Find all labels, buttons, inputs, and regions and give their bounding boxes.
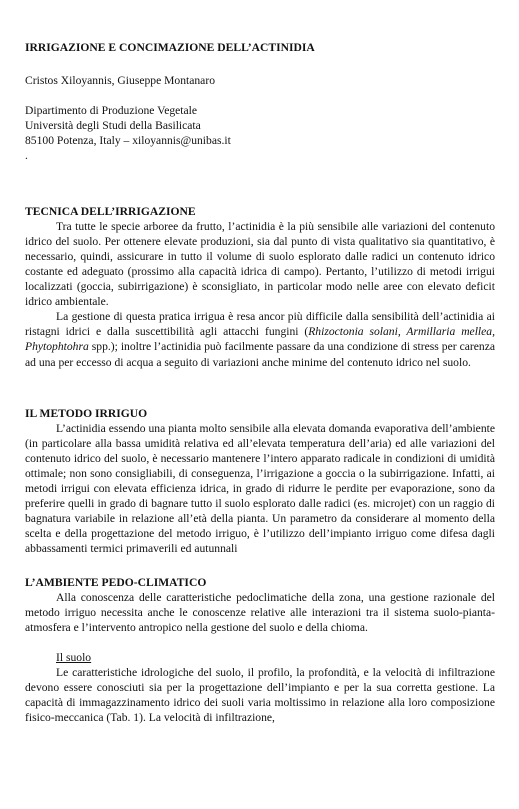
affiliation-block [25,103,495,163]
paragraph: Tra tutte le specie arboree da frutto, l’actinidia è la più sensibile alle variazioni del contenuto idrico del suolo. Per ottenere elevate produzioni, sia dal punto di vista qualitativo sia quantitativo, è necessario, quindi, assicurare in tutto il volume di suolo esplorato dalle radici un contenuto idrico costante ed adeguato (prossimo alla capacità idrica di campo). Pertanto, l’utilizzo di metodi irrigui localizzati (goccia, subirrigazione) è sconsigliato, in particolar modo nelle aree con elevato deficit idrico ambientale. [25,219,495,309]
paragraph: L’actinidia essendo una pianta molto sensibile alla elevata domanda evaporativa dell’ambiente (in particolare alla bassa umidità relativa ed all’elevata temperatura dell’aria) ed alle variazioni del contenuto idrico del suolo, è necessario mantenere l’intero apparato radicale in condizioni di umidità ottimale; non sono consigliabili, di conseguenza, l’irrigazione a goccia o la subirrigazione. Infatti, ai metodi irrigui con elevata efficienza idrica, in grado di ridurre le perdite per evaporazione, sono da preferire quelli in grado di bagnare tutto il suolo esplorato dalle radici (es. microjet) con un raggio di bagnatura variabile in relazione all’età della pianta. Un parametro da considerare al momento della scelta e della progettazione del metodo irriguo, è l’utilizzo dell’impianto irriguo come difesa dagli abbassamenti termici primaverili ed autunnali [25,421,495,556]
affiliation-address-email: 85100 Potenza, Italy – xiloyannis@unibas.it [25,134,231,148]
paragraph: Alla conoscenza delle caratteristiche pedoclimatiche della zona, una gestione razionale del metodo irriguo necessita anche le conoscenze relative alle interazioni tra il sistema suolo-pianta-atmosfera e l’intervento antropico nella gestione del suolo e della chioma. [25,590,495,634]
subheading-soil: Il suolo [56,650,92,664]
paragraph-text: spp.); inoltre l’actinidia può facilmente passare da una condizione di stress per carenza ad una per eccesso di acqua a seguito di variazioni anche minime del contenuto idrico nel suolo. [25,340,495,369]
species-names-italic: Rhizoctonia solani, Armillaria mellea, Phytophtohra [25,325,495,354]
stray-mark: . [25,149,28,163]
section-heading-irrigation-technique: TECNICA DELL’IRRIGAZIONE [25,204,196,218]
paragraph [25,309,495,369]
paragraph-text: La gestione di questa pratica irrigua è resa ancor più difficile dalla sensibilità dell’actinidia ai ristagni idrici e dalla suscettibilità agli attacchi fungini ( [25,310,495,339]
affiliation-university: Università degli Studi della Basilicata [25,119,201,133]
section-heading-irrigation-method: IL METODO IRRIGUO [25,406,148,420]
document-title: IRRIGAZIONE E CONCIMAZIONE DELL’ACTINIDIA [25,41,315,54]
section-heading-pedoclimatic-environment: L’AMBIENTE PEDO-CLIMATICO [25,575,207,589]
paragraph: Le caratteristiche idrologiche del suolo, il profilo, la profondità, e la velocità di infiltrazione devono essere conosciuti sia per la progettazione dell’impianto e per la sua corretta gestione. La capacità di immagazzinamento idrico dei suoli varia moltissimo in relazione alla loro composizione fisico-meccanica (Tab. 1). La velocità di infiltrazione, [25,666,495,725]
affiliation-department: Dipartimento di Produzione Vegetale [25,104,198,118]
authors: Cristos Xiloyannis, Giuseppe Montanaro [25,74,215,88]
